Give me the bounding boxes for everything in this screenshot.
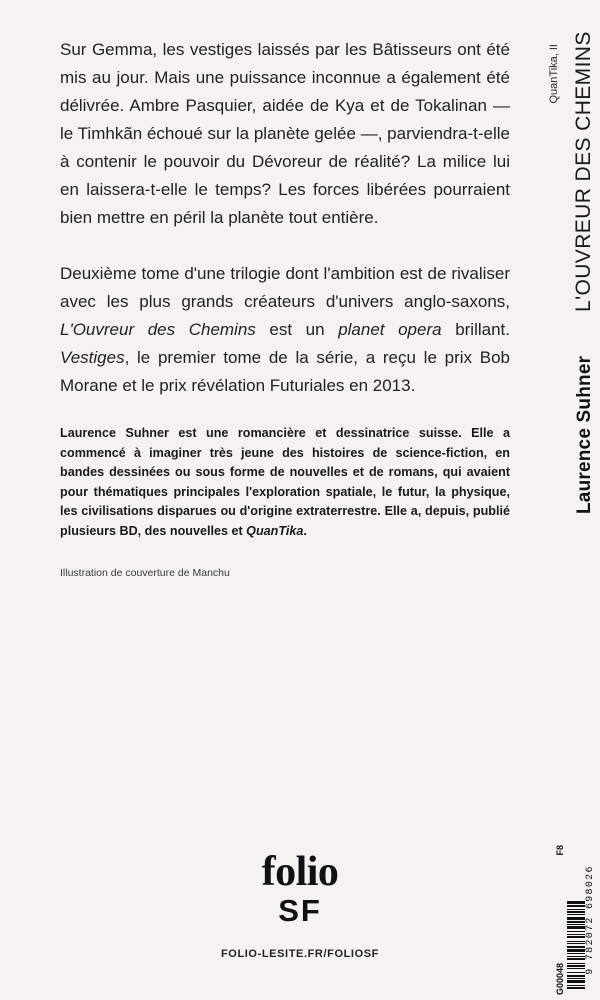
- publisher-logo: [0, 850, 600, 928]
- logo-folio: folio: [261, 849, 339, 895]
- presentation-text: est un: [255, 320, 339, 339]
- book-title-mention: L'Ouvreur des Chemins: [60, 320, 256, 339]
- genre-mention: planet opera: [338, 320, 442, 339]
- logo-sf: SF: [278, 893, 322, 928]
- main-column: [60, 36, 510, 579]
- price-code: F8: [555, 845, 565, 856]
- presentation-text: Deuxième tome d'une trilogie dont l'ambition est de rivaliser avec les plus grands créateurs d'univers anglo-saxons,: [60, 264, 510, 311]
- author-bio-end: .: [303, 523, 307, 538]
- presentation-paragraph: [60, 260, 510, 400]
- spine-author: Laurence Suhner: [574, 355, 595, 514]
- series-mention: QuanTika: [246, 523, 304, 538]
- product-code: G00048: [555, 962, 565, 995]
- spine-title: L'OUVREUR DES CHEMINS: [572, 31, 595, 312]
- isbn-number: 9 782072 698026: [585, 865, 596, 975]
- author-bio-text: Laurence Suhner est une romancière et dessinatrice suisse. Elle a commencé à imaginer très jeune des histoires de science-fiction, en bandes dessinées ou sous forme de nouvelles et de romans, qui avaient pour thématiques principales l'exploration spatiale, le futur, la physique, les civilisations disparues ou d'origine extraterrestre. Elle a, depuis, publié plusieurs BD, des nouvelles et: [60, 426, 510, 538]
- author-bio: [60, 424, 510, 541]
- spine-series: QuanTika, II: [548, 44, 560, 104]
- presentation-text: brillant.: [441, 320, 510, 339]
- barcode-block: [555, 845, 597, 995]
- presentation-text: , le premier tome de la série, a reçu le prix Bob Morane et le prix révélation Futuriales en 2013.: [60, 348, 510, 395]
- publisher-website: FOLIO-LESITE.FR/FOLIOSF: [220, 948, 379, 960]
- synopsis-paragraph: Sur Gemma, les vestiges laissés par les Bâtisseurs ont été mis au jour. Mais une puissance inconnue a également été délivrée. Ambre Pasquier, aidée de Kya et de Tokalinan — le Timhkãn échoué sur la planète gelée —, parviendra-t-elle à contenir le pouvoir du Dévoreur de réalité? La milice lui en laissera-t-elle le temps? Les forces libérées pourraient bien mettre en péril la planète tout entière.: [60, 40, 510, 227]
- first-volume-mention: Vestiges: [60, 348, 125, 367]
- spine: [548, 31, 598, 514]
- barcode-bars: [567, 851, 585, 989]
- illustration-credit: Illustration de couverture de Manchu: [60, 567, 230, 579]
